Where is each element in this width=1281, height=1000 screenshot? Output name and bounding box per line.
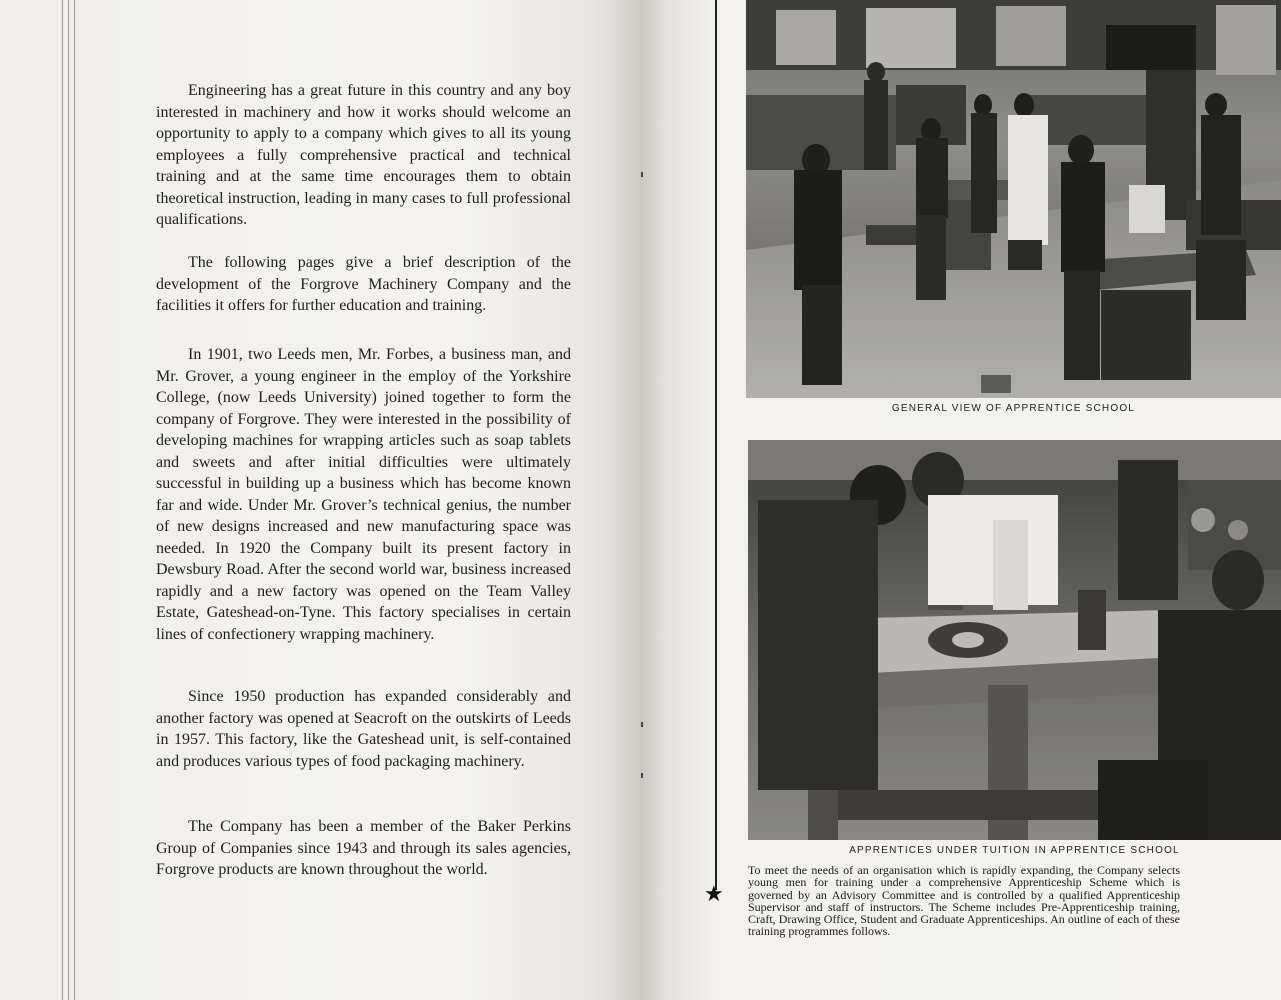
margin-rule [68, 0, 69, 1000]
apprentices-photo-caption: APPRENTICES UNDER TUITION IN APPRENTICE SCHOOL [849, 845, 1180, 856]
binding-mark [641, 172, 643, 177]
overview-paragraph: The following pages give a brief description of the development of the Forgrove Machinery Company and the facilities it offers for further education and training. [156, 254, 571, 314]
left-page [0, 0, 640, 1000]
margin-rule [62, 0, 63, 1000]
training-scheme-text: To meet the needs of an organisation which is rapidly expanding, the Company selects young men for training under a comprehensive Apprenticeship Scheme which is governed by an Advisory Committee and is controlled by a qualified Apprenticeship Supervisor and staff of instructors. The Scheme includes Pre-Apprenticeship training, Craft, Drawing Office, Student and Graduate Apprenticeships. An outline of each of these training programmes follows. [748, 863, 1180, 939]
workshop-photo [746, 0, 1281, 398]
history-paragraph: In 1901, two Leeds men, Mr. Forbes, a business man, and Mr. Grover, a young engineer in the employ of the Yorkshire College, (now Leeds University) joined together to form the company of Forgrove. They were interested in the possibility of developing machines for wrapping articles such as soap tablets and sweets and after initial difficulties were ultimately successful in building up a business which has become known far and wide. Under Mr. Grover’s technical genius, the number of new designs increased and new manufacturing space was needed. In 1920 the Company built its present factory in Dewsbury Road. After the second world war, business increased rapidly and a new factory was opened on the Team Valley Estate, Gateshead-on-Tyne. This factory specialises in certain lines of confectionery wrapping machinery. [156, 346, 571, 643]
expansion-paragraph: Since 1950 production has expanded considerably and another factory was opened at Seacroft on the outskirts of Leeds in 1957. This factory, like the Gateshead unit, is self-contained and produces various types of food packaging machinery. [156, 688, 571, 770]
star-icon: ★ [704, 882, 724, 907]
group-paragraph: The Company has been a member of the Baker Perkins Group of Companies since 1943 and through its sales agencies, Forgrove products are known throughout the world. [156, 818, 571, 878]
margin-rule [74, 0, 75, 1000]
intro-paragraph: Engineering has a great future in this country and any boy interested in machinery and how it works should welcome an opportunity to apply to a company which gives to all its young employees a fully comprehensive practical and technical training and at the same time encourages them to obtain theoretical instruction, leading in many cases to full professional qualifications. [156, 82, 571, 228]
workshop-photo-caption: GENERAL VIEW OF APPRENTICE SCHOOL [891, 403, 1136, 414]
spine-rule [715, 0, 717, 890]
binding-mark [641, 722, 643, 727]
apprentices-photo [748, 440, 1281, 840]
binding-mark [641, 773, 643, 778]
